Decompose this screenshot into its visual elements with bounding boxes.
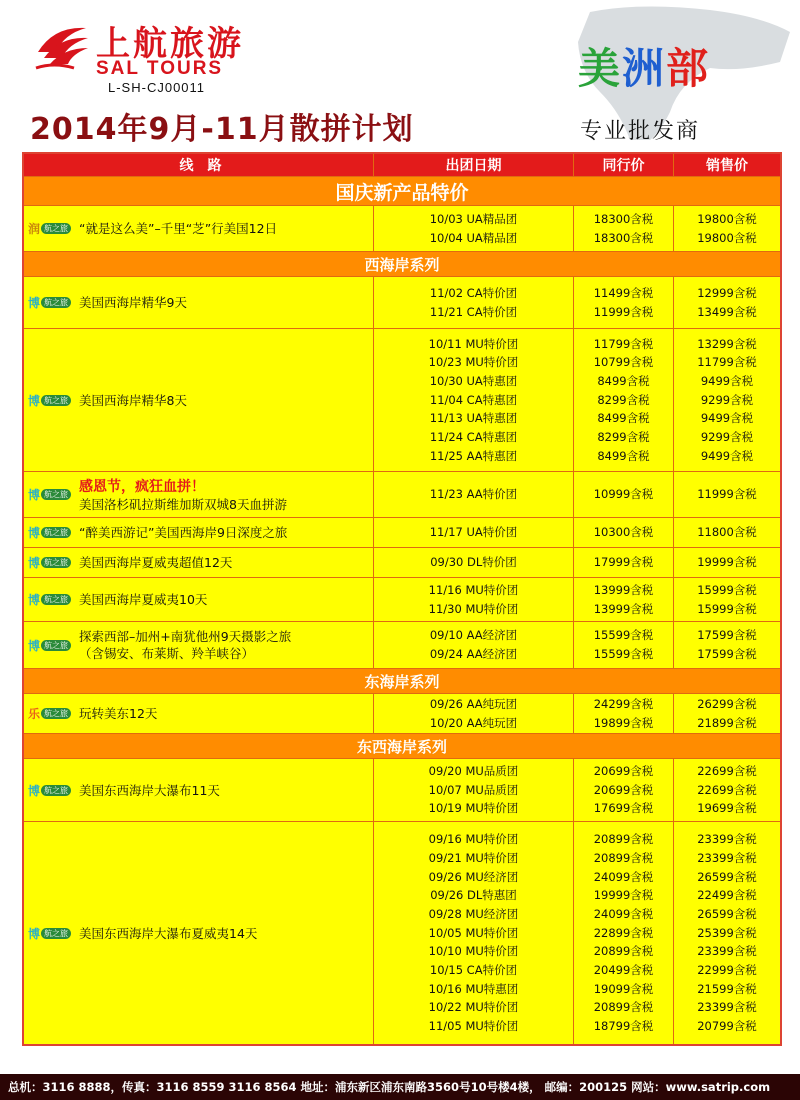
trade-price: 20899含税 <box>593 832 654 847</box>
tour-brand-icon <box>28 925 71 942</box>
tour-brand-icon <box>28 294 71 311</box>
table-row <box>24 694 780 734</box>
departure-date: 11/23 AA特价团 <box>429 487 518 502</box>
tour-brand-icon <box>28 220 71 237</box>
retail-price: 9299含税 <box>700 392 754 407</box>
col-retail-price-header: 销售价 <box>706 158 748 174</box>
section-national-day: 国庆新产品特价 <box>24 177 780 206</box>
departure-date: 11/24 CA特惠团 <box>429 430 518 445</box>
departure-date: 10/07 MU品质团 <box>428 782 519 797</box>
trade-price: 15599含税 <box>593 628 654 643</box>
trade-price: 20699含税 <box>593 763 654 778</box>
departure-date: 09/21 MU特价团 <box>428 850 519 865</box>
route-name: 美国西海岸夏威夷超值12天 <box>79 555 233 570</box>
retail-price: 19999含税 <box>697 555 757 570</box>
retail-prices <box>674 759 780 821</box>
departure-dates <box>374 206 574 251</box>
departure-date: 09/26 AA纯玩团 <box>429 696 518 711</box>
trade-prices <box>574 472 674 517</box>
retail-price: 13299含税 <box>697 336 757 351</box>
departure-dates <box>374 472 574 517</box>
badge-tag: 航之旅 <box>41 297 71 308</box>
retail-price: 9299含税 <box>700 430 754 445</box>
departure-date: 10/23 MU特价团 <box>428 355 519 370</box>
trade-price: 20899含税 <box>593 944 654 959</box>
trade-price: 8299含税 <box>597 430 650 445</box>
retail-price: 20799含税 <box>697 1019 757 1034</box>
license-number: L-SH-CJ00011 <box>108 80 206 95</box>
trade-price: 22899含税 <box>593 925 654 940</box>
departure-date: 10/22 MU特价团 <box>428 1000 519 1015</box>
route-name: “就是这么美”–千里“芝”行美国12日 <box>79 221 278 236</box>
departure-date: 11/21 CA特价团 <box>429 304 518 319</box>
departure-date: 09/28 MU经济团 <box>428 906 519 921</box>
departure-date: 11/02 CA特价团 <box>429 285 518 300</box>
badge-tag: 航之旅 <box>41 557 71 568</box>
dept-char-3: 部 <box>666 44 711 93</box>
departure-date: 10/03 UA精品团 <box>429 211 518 226</box>
route-name: 美国东西海岸大瀑布夏威夷14天 <box>79 925 258 941</box>
section-west-coast: 西海岸系列 <box>24 252 780 277</box>
route-name: 玩转美东12天 <box>79 706 158 721</box>
retail-price: 17599含税 <box>697 647 757 661</box>
trade-price: 24299含税 <box>593 696 654 711</box>
retail-price: 9499含税 <box>700 411 754 426</box>
trade-price: 8499含税 <box>597 373 650 388</box>
badge-tag: 航之旅 <box>41 223 71 234</box>
departure-date: 10/15 CA特价团 <box>429 963 518 978</box>
departure-date: 11/30 MU特价团 <box>428 601 519 616</box>
departure-dates <box>374 518 574 547</box>
badge-char: 乐 <box>28 707 41 721</box>
table-row <box>24 329 780 472</box>
retail-price: 26299含税 <box>697 696 757 711</box>
trade-price: 11499含税 <box>593 285 654 300</box>
tour-brand-icon <box>28 637 71 654</box>
retail-price: 22999含税 <box>697 963 757 978</box>
departure-date: 11/04 CA特惠团 <box>429 392 518 407</box>
badge-tag: 航之旅 <box>41 489 71 500</box>
trade-price: 20899含税 <box>593 850 654 865</box>
trade-prices <box>574 206 674 251</box>
route-name: “醉美西游记”美国西海岸9日深度之旅 <box>79 525 288 540</box>
retail-price: 25399含税 <box>697 925 757 940</box>
retail-prices <box>674 329 780 471</box>
dept-char-2: 洲 <box>622 44 667 93</box>
trade-price: 10799含税 <box>593 355 654 370</box>
departure-date: 10/10 MU特价团 <box>428 944 519 959</box>
badge-tag: 航之旅 <box>41 708 71 719</box>
route-name: 美国西海岸精华8天 <box>79 392 187 408</box>
trade-price: 8299含税 <box>597 392 650 407</box>
departure-dates <box>374 622 574 668</box>
brand-name-en: SAL TOURS <box>96 58 224 79</box>
table-row <box>24 518 780 548</box>
col-trade-price-header: 同行价 <box>574 154 674 176</box>
departure-date: 10/20 AA纯玩团 <box>429 715 518 730</box>
brand-name-cn: 上航旅游 <box>96 24 244 64</box>
retail-price: 11800含税 <box>697 525 757 540</box>
departure-date: 11/16 MU特价团 <box>428 582 519 597</box>
trade-price: 17699含税 <box>593 801 654 816</box>
departure-date: 09/16 MU特价团 <box>428 832 519 847</box>
tour-schedule-table <box>22 152 782 1046</box>
trade-prices <box>574 518 674 547</box>
trade-prices <box>574 622 674 668</box>
retail-price: 19800含税 <box>697 211 757 226</box>
retail-price: 23399含税 <box>697 1000 757 1015</box>
departure-date: 10/30 UA特惠团 <box>429 373 518 388</box>
retail-price: 23399含税 <box>697 832 757 847</box>
departure-date: 10/04 UA精品团 <box>429 230 518 245</box>
trade-price: 15599含税 <box>593 647 654 661</box>
trade-price: 19899含税 <box>593 715 654 730</box>
retail-prices <box>674 578 780 621</box>
tour-brand-icon <box>28 591 71 608</box>
trade-price: 8499含税 <box>597 448 650 463</box>
trade-price: 13999含税 <box>593 601 654 616</box>
table-row <box>24 578 780 622</box>
trade-price: 11999含税 <box>593 304 654 319</box>
tour-brand-icon <box>28 554 71 571</box>
contact-footer: 总机：3116 8888，传真：3116 8559 3116 8564 地址：浦东新区浦东南路3560号10号楼4楼， 邮编：200125 网站：www.satrip.com <box>0 1074 800 1100</box>
route-name-detail: （含锡安、布莱斯、羚羊峡谷） <box>79 646 255 661</box>
trade-price: 20699含税 <box>593 782 654 797</box>
departure-date: 09/10 AA经济团 <box>429 628 518 643</box>
departure-date: 10/16 MU特惠团 <box>428 981 519 996</box>
badge-char: 博 <box>28 526 41 540</box>
trade-price: 18300含税 <box>593 211 654 226</box>
retail-price: 19800含税 <box>697 230 757 245</box>
trade-price: 13999含税 <box>593 582 654 597</box>
retail-prices <box>674 277 780 328</box>
trade-price: 18799含税 <box>593 1019 654 1034</box>
trade-price: 11799含税 <box>593 336 654 351</box>
retail-price: 23399含税 <box>697 944 757 959</box>
departure-date: 11/17 UA特价团 <box>429 525 518 540</box>
retail-price: 22699含税 <box>697 763 757 778</box>
departure-dates <box>374 759 574 821</box>
departure-date: 11/05 MU特价团 <box>428 1019 519 1034</box>
table-row <box>24 472 780 518</box>
retail-price: 15999含税 <box>697 582 757 597</box>
trade-price: 17999含税 <box>593 555 654 570</box>
retail-prices <box>674 472 780 517</box>
departure-dates <box>374 548 574 577</box>
departure-date: 09/24 AA经济团 <box>429 647 518 661</box>
retail-prices <box>674 694 780 733</box>
retail-prices <box>674 548 780 577</box>
trade-prices <box>574 548 674 577</box>
retail-price: 11999含税 <box>697 487 757 502</box>
departure-dates <box>374 329 574 471</box>
retail-prices <box>674 622 780 668</box>
route-name: 美国西海岸夏威夷10天 <box>79 592 208 607</box>
badge-tag: 航之旅 <box>41 527 71 538</box>
col-route-header: 线 路 <box>24 154 374 176</box>
badge-char: 博 <box>28 638 41 653</box>
departure-date: 10/19 MU特价团 <box>428 801 519 816</box>
page-header <box>0 0 800 150</box>
departure-date: 11/25 AA特惠团 <box>429 448 518 463</box>
retail-prices <box>674 206 780 251</box>
badge-tag: 航之旅 <box>41 785 71 796</box>
route-name: 探索西部–加州+南犹他州9天摄影之旅 <box>79 629 292 644</box>
table-header-row <box>24 154 780 177</box>
tour-brand-icon <box>28 392 71 409</box>
retail-price: 23399含税 <box>697 850 757 865</box>
badge-tag: 航之旅 <box>41 640 71 651</box>
retail-price: 21599含税 <box>697 981 757 996</box>
trade-price: 24099含税 <box>593 869 654 884</box>
section-east-coast: 东海岸系列 <box>24 669 780 694</box>
badge-char: 博 <box>28 593 41 607</box>
trade-prices <box>574 822 674 1044</box>
trade-prices <box>574 759 674 821</box>
trade-price: 24099含税 <box>593 906 654 921</box>
badge-tag: 航之旅 <box>41 928 71 939</box>
departure-dates <box>374 578 574 621</box>
departure-dates <box>374 822 574 1044</box>
table-row <box>24 206 780 252</box>
table-row <box>24 622 780 669</box>
departure-date: 09/30 DL特价团 <box>430 555 517 570</box>
table-row <box>24 759 780 822</box>
trade-price: 19099含税 <box>593 981 654 996</box>
badge-char: 博 <box>28 556 41 570</box>
retail-price: 22699含税 <box>697 782 757 797</box>
trade-price: 18300含税 <box>593 230 654 245</box>
retail-price: 12999含税 <box>697 285 757 300</box>
departure-date: 09/26 DL特惠团 <box>430 888 517 903</box>
retail-price: 9499含税 <box>700 448 754 463</box>
tour-brand-icon <box>28 524 71 541</box>
trade-price: 19999含税 <box>593 888 654 903</box>
retail-price: 13499含税 <box>697 304 757 319</box>
departure-date: 10/05 MU特价团 <box>428 925 519 940</box>
department-subtitle: 专业批发商 <box>580 119 701 144</box>
retail-price: 17599含税 <box>697 628 757 643</box>
route-name: 美国西海岸精华9天 <box>79 295 187 310</box>
trade-price: 8499含税 <box>597 411 650 426</box>
departure-date: 09/20 MU品质团 <box>428 763 519 778</box>
table-row <box>24 277 780 329</box>
retail-price: 9499含税 <box>700 373 754 388</box>
badge-char: 博 <box>28 926 41 941</box>
trade-price: 10999含税 <box>593 487 654 502</box>
retail-price: 15999含税 <box>697 601 757 616</box>
trade-prices <box>574 329 674 471</box>
trade-prices <box>574 694 674 733</box>
badge-char: 润 <box>28 222 41 236</box>
retail-price: 26599含税 <box>697 906 757 921</box>
badge-tag: 航之旅 <box>41 395 71 406</box>
departure-dates <box>374 277 574 328</box>
departure-date: 11/13 UA特惠团 <box>429 411 518 426</box>
sal-logo-icon <box>34 22 90 72</box>
retail-price: 21899含税 <box>697 715 757 730</box>
route-name: 美国洛杉矶拉斯维加斯双城8天血拼游 <box>79 497 287 512</box>
department-name <box>578 36 710 96</box>
retail-price: 22499含税 <box>697 888 757 903</box>
route-name: 美国东西海岸大瀑布11天 <box>79 782 220 798</box>
retail-price: 26599含税 <box>697 869 757 884</box>
retail-prices <box>674 822 780 1044</box>
retail-price: 11799含税 <box>697 355 757 370</box>
table-row <box>24 822 780 1044</box>
departure-date: 09/26 MU经济团 <box>428 869 519 884</box>
page-title: 2014年9月-11月散拼计划 <box>30 112 414 147</box>
trade-prices <box>574 277 674 328</box>
badge-char: 博 <box>28 488 41 502</box>
retail-price: 19699含税 <box>697 801 757 816</box>
badge-char: 博 <box>28 296 41 310</box>
departure-dates <box>374 694 574 733</box>
badge-tag: 航之旅 <box>41 594 71 605</box>
badge-char: 博 <box>28 393 41 408</box>
trade-price: 10300含税 <box>593 525 654 540</box>
trade-price: 20899含税 <box>593 1000 654 1015</box>
promo-headline: 感恩节，疯狂血拼！ <box>79 479 206 495</box>
tour-brand-icon <box>28 782 71 799</box>
tour-brand-icon <box>28 705 71 722</box>
badge-char: 博 <box>28 783 41 798</box>
table-row <box>24 548 780 578</box>
retail-prices <box>674 518 780 547</box>
col-date-header: 出团日期 <box>374 154 574 176</box>
section-east-west-coast: 东西海岸系列 <box>24 734 780 759</box>
dept-char-1: 美 <box>578 44 623 93</box>
tour-brand-icon <box>28 486 71 503</box>
trade-prices <box>574 578 674 621</box>
departure-date: 10/11 MU特价团 <box>428 336 519 351</box>
trade-price: 20499含税 <box>593 963 654 978</box>
